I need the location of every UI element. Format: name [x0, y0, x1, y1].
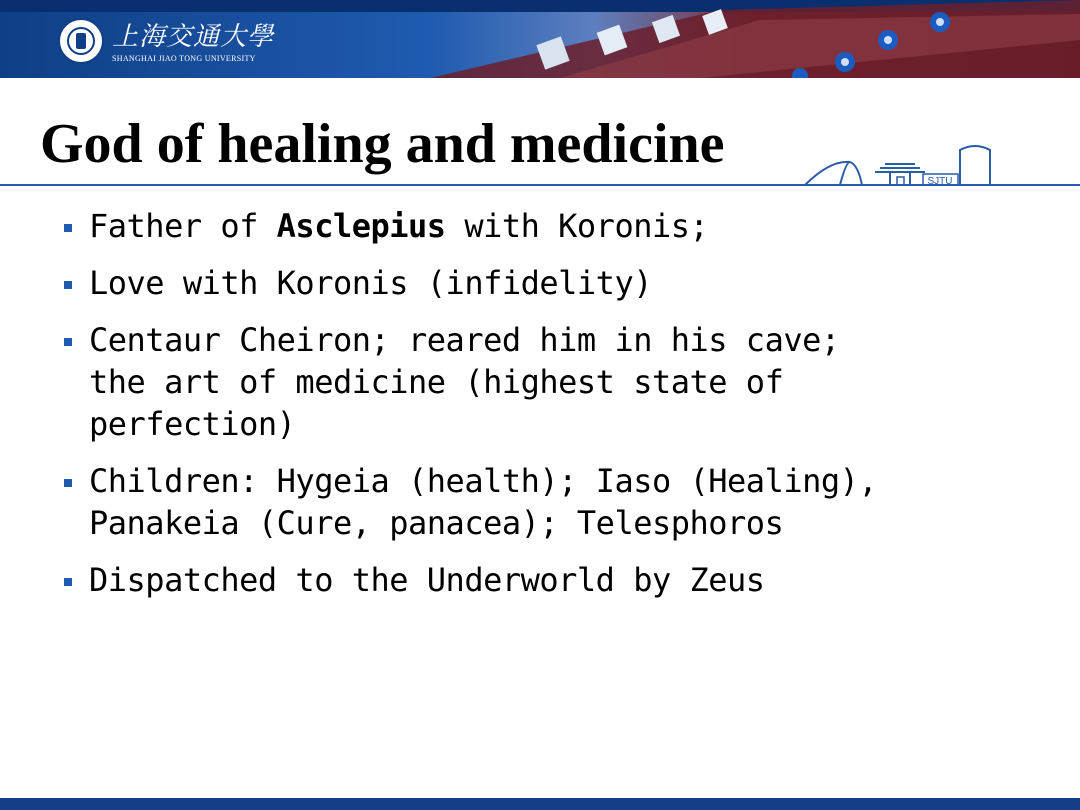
- bullet-list: [60, 205, 960, 616]
- university-name-en: SHANGHAI JIAO TONG UNIVERSITY: [112, 54, 256, 63]
- bullet-line: the art of medicine (highest state of: [89, 363, 784, 401]
- bullet-item-2: [60, 262, 960, 304]
- footer-bar: [0, 798, 1080, 810]
- bullet-line: Panakeia (Cure, panacea); Telesphoros: [89, 504, 784, 542]
- bullet-item-3: [60, 319, 960, 445]
- bullet-square-icon: [64, 281, 72, 289]
- bullet-square-icon: [64, 224, 72, 232]
- bullet-line: Dispatched to the Underworld by Zeus: [89, 561, 765, 599]
- bullet-text: with Koronis;: [445, 207, 709, 245]
- slide-title: God of healing and medicine: [40, 113, 725, 175]
- bullet-item-5: [60, 559, 960, 601]
- bullet-item-1: [60, 205, 960, 247]
- header-banner: [0, 0, 1080, 78]
- bullet-line: perfection): [89, 405, 296, 443]
- bullet-line: Love with Koronis (infidelity): [89, 264, 652, 302]
- bullet-line: [89, 205, 960, 247]
- bullet-line: Children: Hygeia (health); Iaso (Healing),: [89, 462, 878, 500]
- bullet-item-4: [60, 460, 960, 544]
- university-seal-icon: [58, 18, 104, 64]
- gate-label: SJTU: [927, 176, 953, 187]
- university-name-cn: 上海交通大學: [112, 22, 275, 52]
- bullet-line: Centaur Cheiron; reared him in his cave;: [89, 321, 840, 359]
- bullet-square-icon: [64, 578, 72, 586]
- bullet-square-icon: [64, 338, 72, 346]
- bullet-square-icon: [64, 479, 72, 487]
- bullet-emphasis: Asclepius: [276, 207, 446, 245]
- sjtu-gate-icon: [800, 140, 1000, 190]
- bullet-text: Father of: [89, 207, 277, 245]
